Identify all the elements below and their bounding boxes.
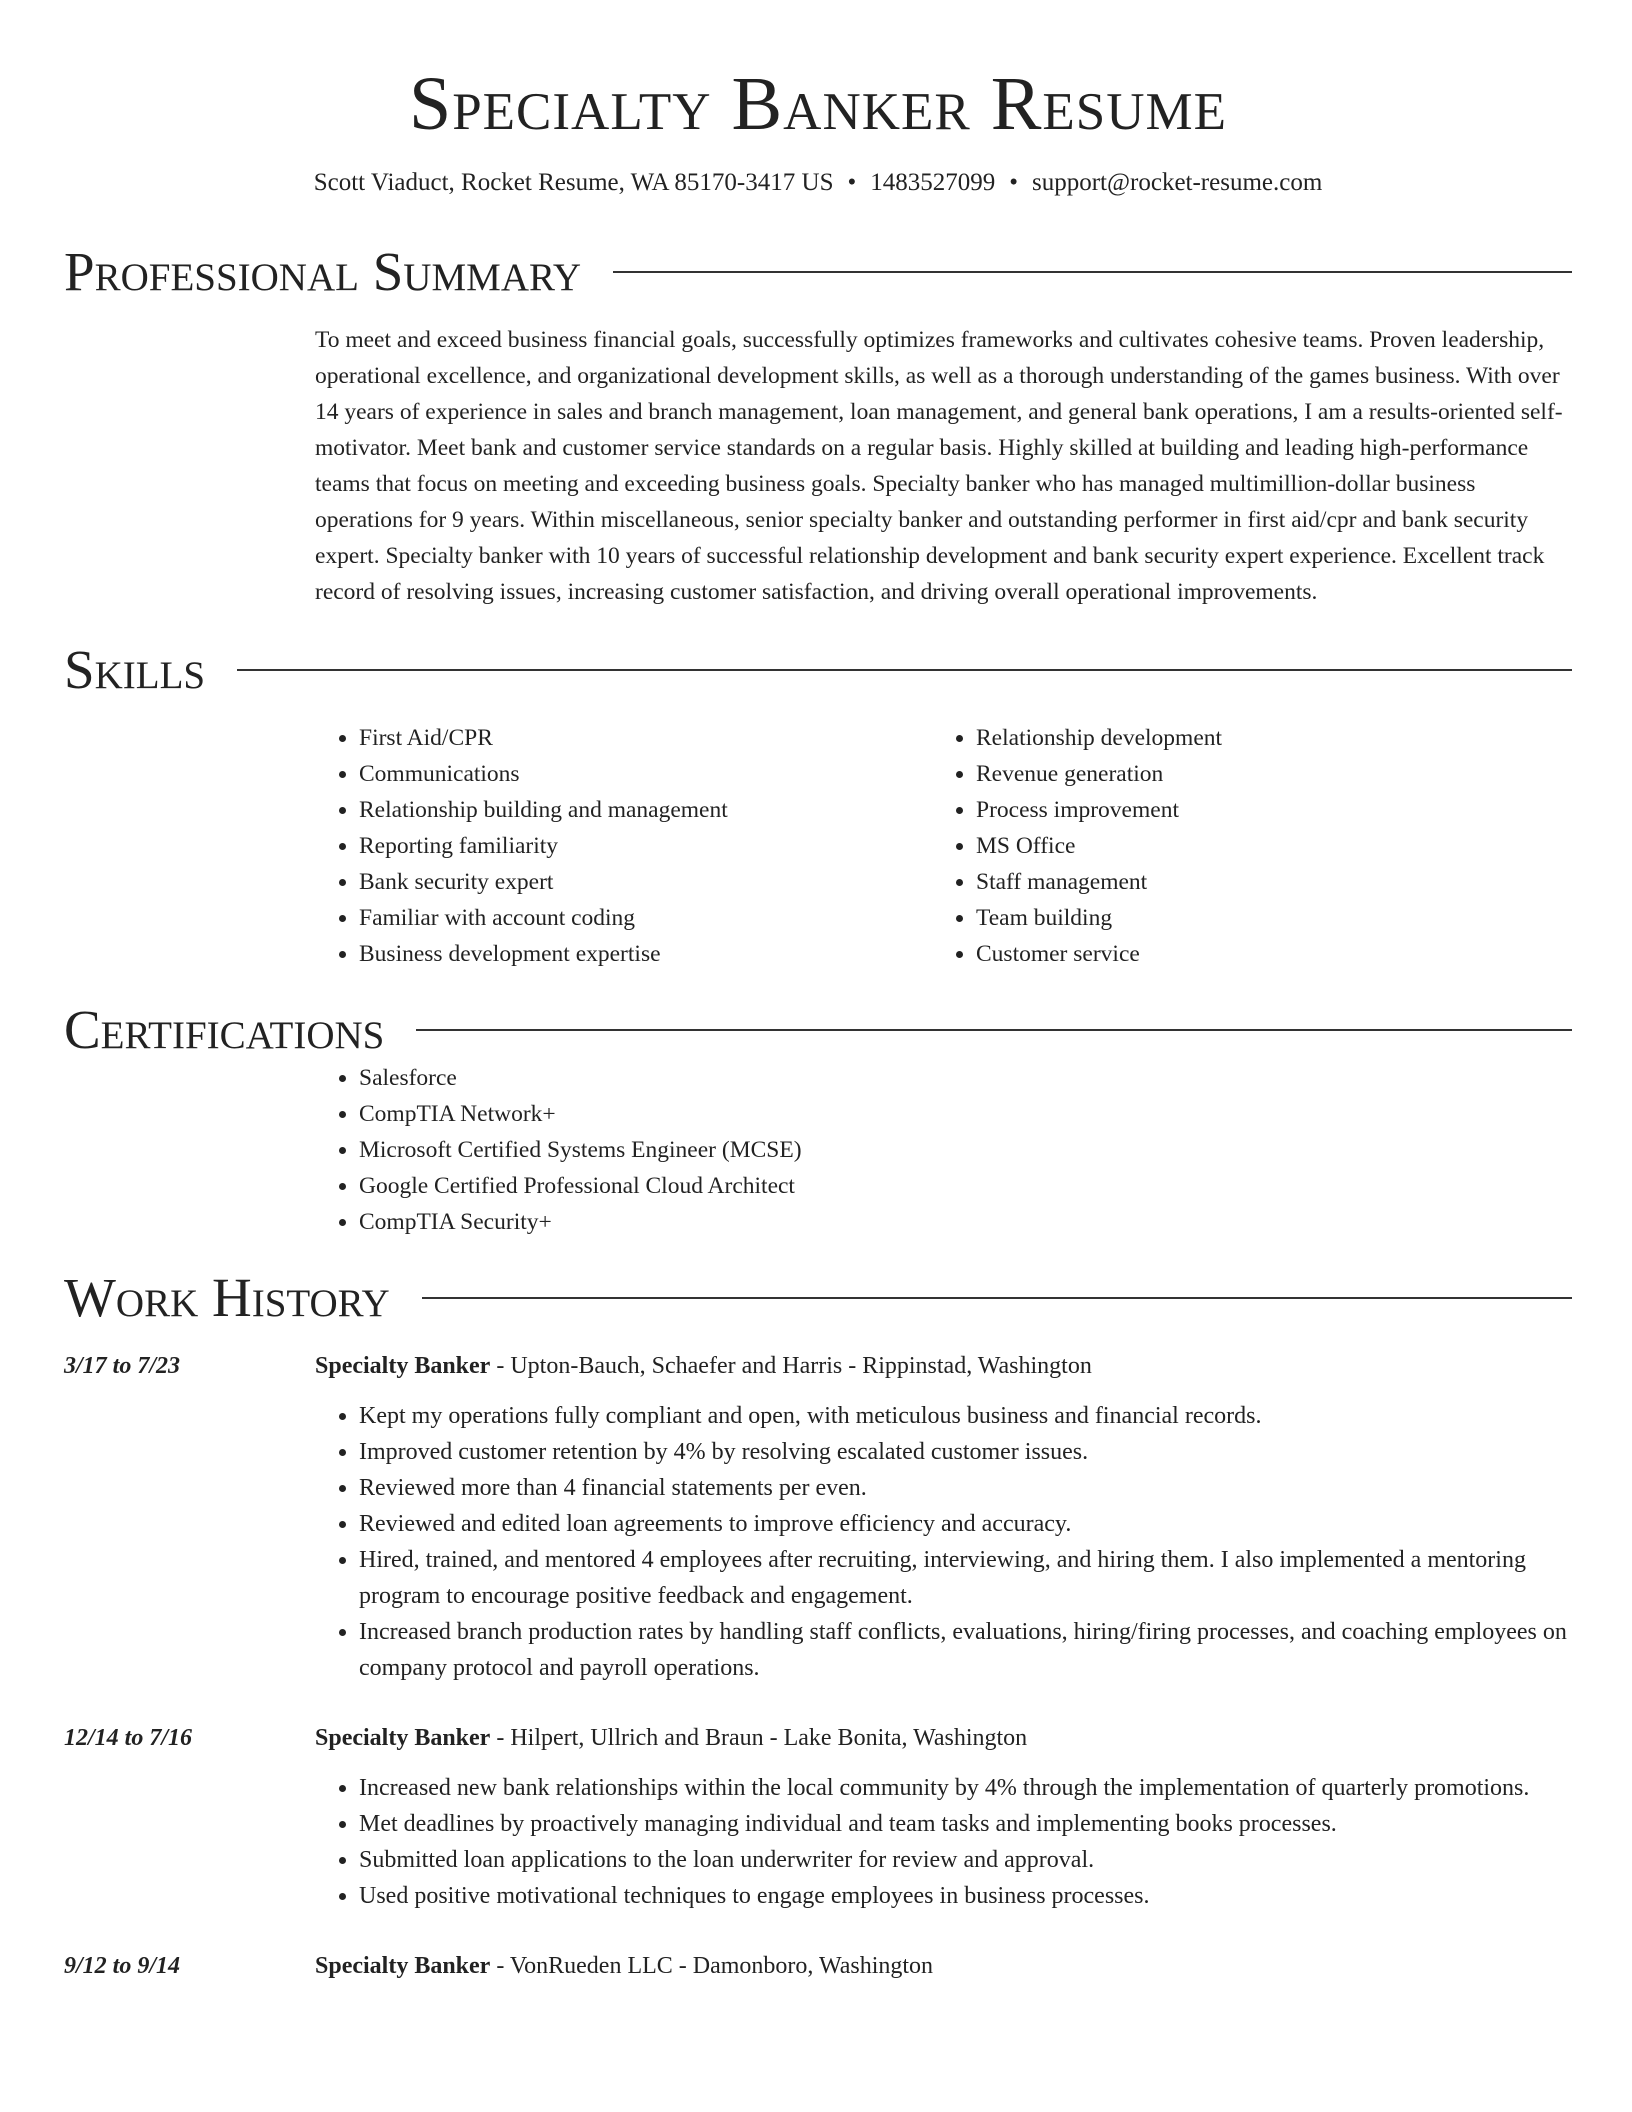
skill-item: • Bank security expert (359, 864, 932, 900)
section-divider (613, 271, 1572, 273)
section-header (64, 1000, 1572, 1060)
skill-item: • Revenue generation (976, 756, 1549, 792)
skill-item: • Relationship development (976, 720, 1549, 756)
job-title: Specialty Banker (315, 1953, 491, 1979)
job-bullet: • Increased new bank relationships within the local community by 4% through the implementation of quarterly promotions. (359, 1770, 1572, 1806)
job-heading (315, 1948, 1572, 1984)
section-title: Work History (64, 1267, 390, 1328)
resume-page (64, 0, 1572, 1984)
skills-section (64, 640, 1572, 972)
job-title: Specialty Banker (315, 1353, 491, 1379)
job-bullet: • Reviewed and edited loan agreements to improve efficiency and accuracy. (359, 1506, 1572, 1542)
job-bullet: • Reviewed more than 4 financial statements per even. (359, 1470, 1572, 1506)
job-details: - VonRueden LLC - Damonboro, Washington (490, 1953, 934, 1979)
summary-section (64, 242, 1572, 610)
skills-grid (315, 720, 1572, 972)
skills-column-right (932, 720, 1549, 972)
job-dates: 12/14 to 7/16 (64, 1725, 193, 1751)
certifications-list (315, 1060, 1572, 1240)
section-title: Certifications (64, 999, 385, 1060)
skills-body (315, 720, 1572, 972)
skill-item: • Communications (359, 756, 932, 792)
job-bullet: • Kept my operations fully compliant and open, with meticulous business and financial records. (359, 1398, 1572, 1434)
certifications-body (315, 1060, 1572, 1240)
job-heading (315, 1348, 1572, 1384)
job-entry (64, 1720, 1572, 1914)
work-list (64, 1348, 1572, 1984)
contact-separator: • (847, 169, 857, 196)
section-divider (416, 1029, 1572, 1031)
job-bullet: • Hired, trained, and mentored 4 employees after recruiting, interviewing, and hiring them. I also implemented a mentoring program to encourage positive feedback and engagement. (359, 1542, 1572, 1614)
skill-item: • Customer service (976, 936, 1549, 972)
job-bullet: • Improved customer retention by 4% by resolving escalated customer issues. (359, 1434, 1572, 1470)
certification-item: • Salesforce (359, 1060, 1572, 1096)
contact-phone: 1483527099 (870, 169, 996, 196)
summary-body (315, 322, 1572, 610)
work-history-section (64, 1268, 1572, 1984)
job-bullet: • Met deadlines by proactively managing individual and team tasks and implementing books processes. (359, 1806, 1572, 1842)
certification-item: • Google Certified Professional Cloud Architect (359, 1168, 1572, 1204)
job-dates: 9/12 to 9/14 (64, 1953, 181, 1979)
skill-item: • MS Office (976, 828, 1549, 864)
skill-item: • First Aid/CPR (359, 720, 932, 756)
job-details: - Upton-Bauch, Schaefer and Harris - Rippinstad, Washington (490, 1353, 1092, 1379)
job-dates: 3/17 to 7/23 (64, 1353, 181, 1379)
contact-line (64, 166, 1572, 200)
job-bullets (315, 1398, 1572, 1686)
contact-address: Scott Viaduct, Rocket Resume, WA 85170-3417 US (313, 169, 834, 196)
job-heading (315, 1720, 1572, 1756)
certification-item: • CompTIA Security+ (359, 1204, 1572, 1240)
section-header (64, 1268, 1572, 1328)
job-details: - Hilpert, Ullrich and Braun - Lake Bonita, Washington (490, 1725, 1028, 1751)
job-bullet: • Increased branch production rates by handling staff conflicts, evaluations, hiring/firing processes, and coaching employees on company protocol and payroll operations. (359, 1614, 1572, 1686)
certification-item: • CompTIA Network+ (359, 1096, 1572, 1132)
section-header (64, 242, 1572, 302)
job-bullet: • Used positive motivational techniques to engage employees in business processes. (359, 1878, 1572, 1914)
skill-item: • Reporting familiarity (359, 828, 932, 864)
job-bullet: • Submitted loan applications to the loan underwriter for review and approval. (359, 1842, 1572, 1878)
job-entry (64, 1348, 1572, 1686)
job-content (315, 1720, 1572, 1914)
skills-list-left (315, 720, 932, 972)
certification-item: • Microsoft Certified Systems Engineer (MCSE) (359, 1132, 1572, 1168)
skill-item: • Business development expertise (359, 936, 932, 972)
skill-item: • Relationship building and management (359, 792, 932, 828)
skills-column-left (315, 720, 932, 972)
contact-email[interactable]: support@rocket-resume.com (1032, 169, 1323, 196)
job-bullets (315, 1770, 1572, 1914)
skill-item: • Familiar with account coding (359, 900, 932, 936)
summary-text: To meet and exceed business financial goals, successfully optimizes frameworks and cultivates cohesive teams. Proven leadership, operational excellence, and organizational development skills, as well as a thorough understanding of the games business. With over 14 years of experience in sales and branch management, loan management, and general bank operations, I am a results-oriented self-motivator. Meet bank and customer service standards on a regular basis. Highly skilled at building and leading high-performance teams that focus on meeting and exceeding business goals. Specialty banker who has managed multimillion-dollar business operations for 9 years. Within miscellaneous, senior specialty banker and outstanding performer in first aid/cpr and bank security expert. Specialty banker with 10 years of successful relationship development and bank security expert experience. Excellent track record of resolving issues, increasing customer satisfaction, and driving overall operational improvements. (315, 327, 1563, 605)
job-content (315, 1948, 1572, 1984)
job-title: Specialty Banker (315, 1725, 491, 1751)
page-title: Specialty Banker Resume (408, 62, 1228, 146)
skills-list-right (932, 720, 1549, 972)
skill-item: • Staff management (976, 864, 1549, 900)
contact-separator: • (1009, 169, 1018, 196)
certifications-section (64, 1000, 1572, 1240)
section-divider (422, 1297, 1572, 1299)
job-content (315, 1348, 1572, 1686)
job-entry (64, 1948, 1572, 1984)
section-title: Professional Summary (64, 241, 582, 302)
skill-item: • Team building (976, 900, 1549, 936)
skill-item: • Process improvement (976, 792, 1549, 828)
section-header (64, 640, 1572, 700)
section-title: Skills (64, 639, 206, 700)
section-divider (237, 669, 1572, 671)
